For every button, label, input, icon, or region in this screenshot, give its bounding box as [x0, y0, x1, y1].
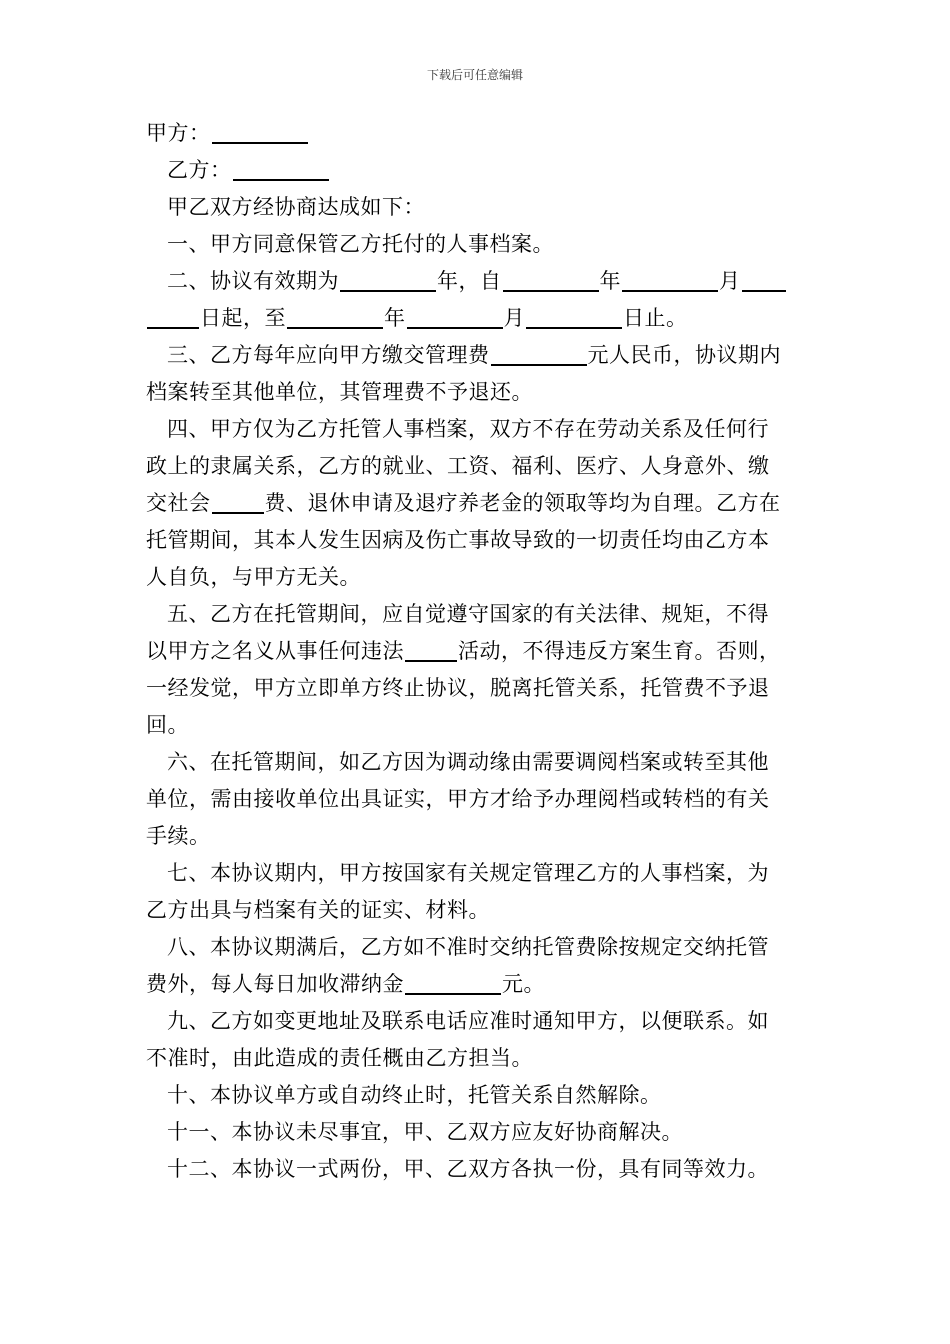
clause-12: 十二、本协议一式两份，甲、乙双方各执一份，具有同等效力。	[167, 1157, 769, 1181]
late-fee-blank[interactable]	[405, 971, 501, 995]
term-years-blank[interactable]	[340, 268, 436, 292]
clause-3-line-1	[146, 337, 806, 374]
clause-2-line-1	[146, 263, 806, 300]
clause-4-line-4: 托管期间，其本人发生因病及伤亡事故导致的一切责任均由乙方本	[146, 528, 770, 552]
social-insurance-blank[interactable]	[212, 490, 264, 514]
clause-5-text: 以甲方之名义从事任何违法	[146, 639, 404, 663]
clause-8-text: 费外，每人每日加收滞纳金	[146, 972, 404, 996]
clause-8-line-1: 八、本协议期满后，乙方如不准时交纳托管费除按规定交纳托管	[167, 935, 769, 959]
clause-6	[146, 744, 806, 855]
clause-2-text: 月	[503, 306, 525, 330]
clause-5	[146, 596, 806, 744]
clause-2-text: 年	[599, 269, 621, 293]
clause-7-line-1: 七、本协议期内，甲方按国家有关规定管理乙方的人事档案，为	[167, 861, 769, 885]
clause-9	[146, 1003, 806, 1077]
clause-6-line-3: 手续。	[146, 824, 211, 848]
clause-6-line-1: 六、在托管期间，如乙方因为调动缘由需要调阅档案或转至其他	[167, 750, 769, 774]
clause-4-text: 交社会	[146, 491, 211, 515]
start-year-blank[interactable]	[503, 268, 599, 292]
management-fee-blank[interactable]	[491, 342, 587, 366]
clause-2-text: 二、协议有效期为	[167, 269, 339, 293]
contract-body	[146, 115, 806, 1188]
clause-2-line-2	[146, 300, 806, 337]
start-day-blank[interactable]	[147, 305, 199, 329]
clause-4	[146, 411, 806, 596]
clause-7	[146, 855, 806, 929]
clause-11: 十一、本协议未尽事宜，甲、乙双方应友好协商解决。	[167, 1120, 683, 1144]
clause-8	[146, 929, 806, 1003]
clause-4-line-2: 政上的隶属关系，乙方的就业、工资、福利、医疗、人身意外、缴	[146, 454, 770, 478]
party-b-blank[interactable]	[233, 157, 329, 181]
clause-4-line-3	[146, 485, 806, 522]
clause-5-line-1: 五、乙方在托管期间，应自觉遵守国家的有关法律、规矩，不得	[167, 602, 769, 626]
clause-5-text: 活动，不得违反方案生育。否则，	[458, 639, 781, 663]
clause-6-line-2: 单位，需由接收单位出具证实，甲方才给予办理阅档或转档的有关	[146, 787, 770, 811]
party-a-blank[interactable]	[212, 120, 308, 144]
clause-3-text: 元人民币，协议期内	[587, 343, 781, 367]
clause-4-line-1: 四、甲方仅为乙方托管人事档案，双方不存在劳动关系及任何行	[167, 417, 769, 441]
party-a-line	[146, 115, 806, 152]
clause-5-line-2	[146, 633, 806, 670]
clause-10: 十、本协议单方或自动终止时，托管关系自然解除。	[167, 1083, 662, 1107]
clause-3-line-2: 档案转至其他单位，其管理费不予退还。	[146, 380, 533, 404]
clause-2-text: 日起，至	[200, 306, 286, 330]
clause-5-line-3: 一经发觉，甲方立即单方终止协议，脱离托管关系，托管费不予退	[146, 676, 770, 700]
clause-4-text: 费、退休申请及退疗养老金的领取等均为自理。乙方在	[264, 491, 781, 515]
end-year-blank[interactable]	[287, 305, 383, 329]
clause-5-line-4: 回。	[146, 713, 189, 737]
clause-7-line-2: 乙方出具与档案有关的证实、材料。	[146, 898, 490, 922]
clause-9-line-1: 九、乙方如变更地址及联系电话应准时通知甲方，以便联系。如	[167, 1009, 769, 1033]
intro-line: 甲乙双方经协商达成如下：	[167, 195, 425, 219]
start-month-blank[interactable]	[622, 268, 718, 292]
illegal-activity-blank[interactable]	[405, 638, 457, 662]
clause-2-text: 月	[719, 269, 741, 293]
clause-8-text: 元。	[502, 972, 545, 996]
party-b-line	[146, 152, 806, 189]
party-b-label: 乙方：	[167, 158, 232, 182]
page-header: 下载后可任意编辑	[426, 68, 523, 82]
clause-8-line-2	[146, 966, 806, 1003]
clause-2-text: 年	[384, 306, 406, 330]
clause-1: 一、甲方同意保管乙方托付的人事档案。	[167, 232, 554, 256]
party-a-label: 甲方：	[146, 121, 211, 145]
end-month-blank[interactable]	[407, 305, 503, 329]
clause-2-text: 年，自	[437, 269, 502, 293]
end-day-blank[interactable]	[526, 305, 622, 329]
clause-2-text: 日止。	[623, 306, 688, 330]
start-day-blank-part[interactable]	[742, 268, 786, 292]
clause-4-line-5: 人自负，与甲方无关。	[146, 565, 361, 589]
clause-9-line-2: 不准时，由此造成的责任概由乙方担当。	[146, 1046, 533, 1070]
clause-3	[146, 337, 806, 411]
clause-2	[146, 263, 806, 337]
clause-3-text: 三、乙方每年应向甲方缴交管理费	[167, 343, 490, 367]
